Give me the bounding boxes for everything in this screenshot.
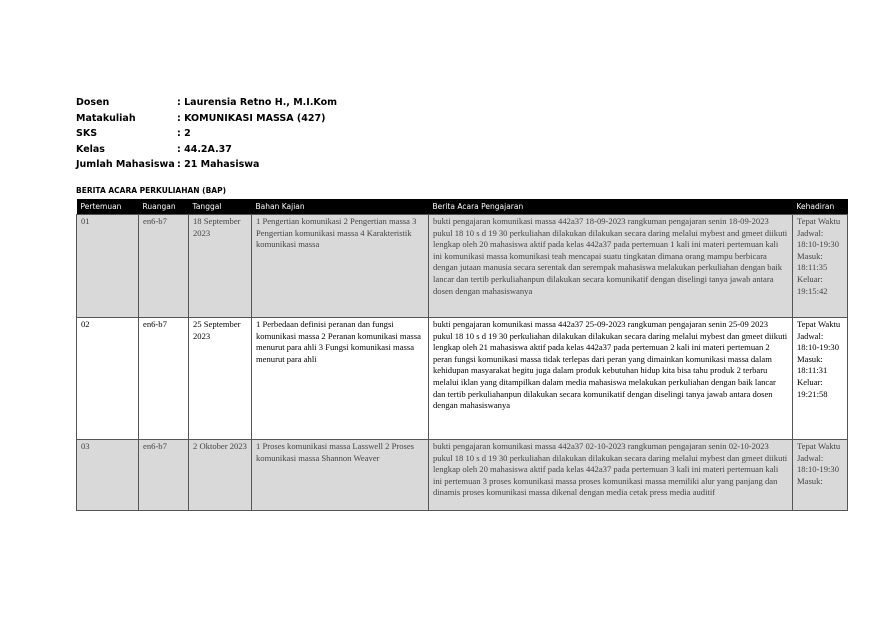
cell-kehadiran — [793, 440, 848, 511]
cell-berita-acara: bukti pengajaran komunikasi massa 442a37 25-09-2023 rangkuman pengajaran senin 25-09 2023 pukul 18 10 s d 19 30 perkuliahan dilakukan dilakukan secara daring melalui mybest dan gmeet diikuti lengkap oleh 21 mahasiswa aktif pada kelas 442a37 pada pertemuan 2 kali ini materi pertemuan 2 peran fungsi komunikasi massa tidak terlepas dari peran yang dimainkan komunikasi massa dalam kehidupan masyarakat begitu juga dalam produk kebutuhan hidup kita bisa tahu produk 2 terbaru melalui iklan yang ditampilkan dalam media mahasiswa melakukan perkuliahan dengan baik lancar dan tertib perkuliahanpun dilakukan secara komunikatif dengan diselingi tanya jawab antara dosen dengan mahasiswanya — [429, 318, 793, 440]
cell-berita-acara: bukti pengajaran komunikasi massa 442a37 18-09-2023 rangkuman pengajaran senin 18-09-2023 pukul 18 10 s d 19 30 perkuliahan dilakukan dilakukan secara daring melalui mybest and gmeet diikuti lengkap oleh 20 mahasiswa aktif pada kelas 442a37 pada pertemuan 1 kali ini materi pertemuan kali ini komunikasi massa komunikasi teah mencapai suatu tingkatan dimana orang mampu berbicara dengan jutaan manusia secara serentak dan serempak mahasiswa melakukan perkuliahan dengan baik lancar dan tertib perkuliahanpun dilakukan secara komunikatif dengan diselingi tanya jawab antara dosen dengan mahasiswanya — [429, 215, 793, 318]
course-info — [76, 95, 337, 173]
cell-kehadiran: Tepat Waktu Jadwal: 18:10-19:30 Masuk: 18:11:35 Keluar: 19:15:42 — [793, 215, 848, 318]
info-value: : 2 — [177, 128, 191, 139]
cell-berita-acara-text: bukti pengajaran komunikasi massa 442a37 02-10-2023 rangkuman pengajaran senin 02-10-2023 pukul 18 10 s d 19 30 perkuliahan dilakukan dilakukan secara daring melalui mybest dan gmeet diikuti lengkap oleh 20 mahasiswa aktif pada kelas 442a37 pada pertemuan 3 kali ini materi pertemuan kali ini pertemuan 3 proses komunikasi massa proses komunikasi massa memiliki alur yang panjang dan dinamis proses komunikasi massa dikenal dengan media cetak press media auditif — [433, 441, 788, 498]
cell-kehadiran: Tepat Waktu Jadwal: 18:10-19:30 Masuk: 18:11:31 Keluar: 19:21:58 — [793, 318, 848, 440]
cell-kehadiran-text: Tepat Waktu Jadwal: 18:10-19:30 Masuk: — [797, 441, 841, 486]
cell-berita-acara — [429, 440, 793, 511]
info-label: Matakuliah — [76, 112, 136, 124]
info-label: Jumlah Mahasiswa — [76, 159, 175, 170]
cell-ruangan: en6-b7 — [139, 440, 189, 511]
info-label: SKS — [76, 128, 98, 139]
cell-tanggal: 18 September 2023 — [189, 215, 252, 318]
cell-tanggal: 25 September 2023 — [189, 318, 252, 440]
section-title: BERITA ACARA PERKULIAHAN (BAP) — [76, 186, 227, 195]
info-label: Kelas — [76, 143, 105, 155]
col-header-kehadiran: Kehadiran — [793, 199, 848, 215]
cell-bahan-kajian: 1 Proses komunikasi massa Lasswell 2 Proses komunikasi massa Shannon Weaver — [252, 440, 429, 511]
info-row-dosen — [76, 95, 337, 111]
info-value: : 21 Mahasiswa — [177, 159, 260, 170]
info-value: : 44.2A.37 — [177, 143, 232, 155]
info-row-kelas — [76, 142, 337, 158]
bap-table — [76, 199, 848, 511]
table-row — [77, 318, 848, 440]
cell-pertemuan: 03 — [77, 440, 139, 511]
info-row-matakuliah — [76, 111, 337, 127]
cell-pertemuan: 02 — [77, 318, 139, 440]
table-header-row — [77, 199, 848, 215]
info-value: : Laurensia Retno H., M.I.Kom — [177, 97, 338, 108]
info-row-sks — [76, 126, 337, 142]
info-value: : KOMUNIKASI MASSA (427) — [177, 112, 326, 124]
col-header-bahan-kajian: Bahan Kajian — [252, 199, 429, 215]
cell-tanggal: 2 Oktober 2023 — [189, 440, 252, 511]
cell-ruangan: en6-b7 — [139, 318, 189, 440]
info-row-jumlah — [76, 157, 337, 173]
col-header-pertemuan: Pertemuan — [77, 199, 139, 215]
cell-ruangan: en6-b7 — [139, 215, 189, 318]
cell-pertemuan: 01 — [77, 215, 139, 318]
col-header-ruangan: Ruangan — [139, 199, 189, 215]
info-label: Dosen — [76, 97, 110, 108]
table-row — [77, 440, 848, 511]
col-header-berita-acara: Berita Acara Pengajaran — [429, 199, 793, 215]
col-header-tanggal: Tanggal — [189, 199, 252, 215]
cell-bahan-kajian: 1 Pengertian komunikasi 2 Pengertian massa 3 Pengertian komunikasi massa 4 Karakteristik komunikasi massa — [252, 215, 429, 318]
table-row — [77, 215, 848, 318]
cell-bahan-kajian: 1 Perbedaan definisi peranan dan fungsi komunikasi massa 2 Peranan komunikasi massa menurut para ahli 3 Fungsi komunikasi massa menurut para ahli — [252, 318, 429, 440]
